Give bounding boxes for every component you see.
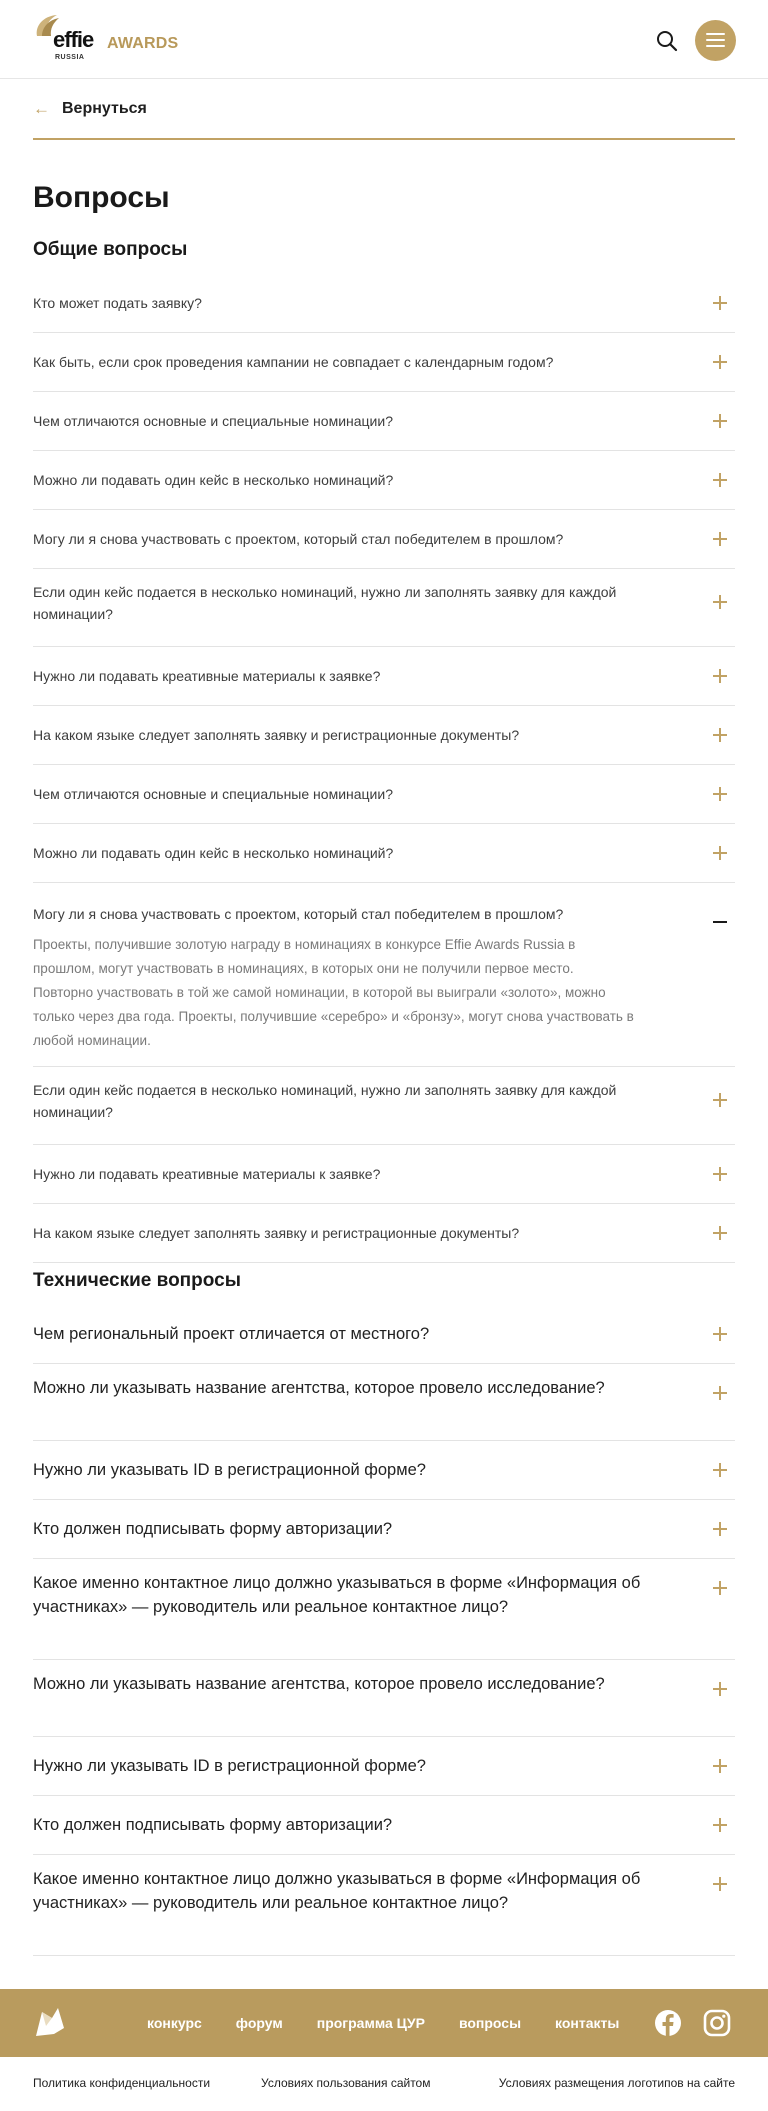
faq-item[interactable] bbox=[33, 1500, 735, 1559]
plus-icon[interactable] bbox=[713, 1682, 727, 1696]
faq-answer: Проекты, получившие золотую награду в номинациях в конкурсе Effie Awards Russia в прошлом, могут участвовать в номинациях, в которых они не получили первое место. Повторно участвовать в той же самой номинации, в которой вы выиграли «золото», можно только через два года. Проекты, получившие «серебро» и «бронзу», могут снова участвовать в любой номинации. bbox=[33, 937, 634, 1048]
footer-link-questions[interactable]: вопросы bbox=[458, 2015, 522, 2031]
faq-item[interactable] bbox=[33, 1067, 735, 1145]
plus-icon[interactable] bbox=[713, 1522, 727, 1536]
plus-icon[interactable] bbox=[713, 414, 727, 428]
faq-item[interactable] bbox=[33, 883, 735, 1067]
plus-icon[interactable] bbox=[713, 669, 727, 683]
faq-item[interactable] bbox=[33, 1145, 735, 1204]
plus-icon[interactable] bbox=[713, 1759, 727, 1773]
faq-question: На каком языке следует заполнять заявку и регистрационные документы? bbox=[33, 727, 520, 743]
site-footer bbox=[0, 1989, 768, 2057]
faq-item[interactable] bbox=[33, 392, 735, 451]
logo-awards-text: AWARDS bbox=[107, 35, 179, 52]
footer-link-contest[interactable]: конкурс bbox=[147, 2015, 202, 2031]
search-icon[interactable] bbox=[654, 28, 680, 54]
plus-icon[interactable] bbox=[713, 1386, 727, 1400]
back-link[interactable] bbox=[33, 99, 735, 140]
plus-icon[interactable] bbox=[713, 1818, 727, 1832]
plus-icon[interactable] bbox=[713, 355, 727, 369]
general-faq-list bbox=[33, 274, 735, 1263]
legal-links bbox=[33, 2074, 735, 2094]
footer-nav bbox=[147, 1989, 653, 2057]
arrow-left-icon: ← bbox=[33, 99, 50, 118]
plus-icon[interactable] bbox=[713, 1327, 727, 1341]
plus-icon[interactable] bbox=[713, 1093, 727, 1107]
plus-icon[interactable] bbox=[713, 846, 727, 860]
faq-question: Кто должен подписывать форму авторизации? bbox=[33, 1816, 393, 1834]
faq-question: Чем региональный проект отличается от местного? bbox=[33, 1325, 430, 1343]
faq-item[interactable] bbox=[33, 765, 735, 824]
faq-question: На каком языке следует заполнять заявку и регистрационные документы? bbox=[33, 1225, 520, 1241]
faq-question: Какое именно контактное лицо должно указываться в форме «Информация об участниках» — руководитель или реальное контактное лицо? bbox=[33, 1870, 641, 1912]
plus-icon[interactable] bbox=[713, 1167, 727, 1181]
facebook-icon[interactable] bbox=[654, 2009, 682, 2037]
faq-question: Нужно ли подавать креативные материалы к заявке? bbox=[33, 668, 381, 684]
faq-item[interactable] bbox=[33, 1660, 735, 1737]
faq-item[interactable] bbox=[33, 1441, 735, 1500]
faq-question: Могу ли я снова участвовать с проектом, который стал победителем в прошлом? bbox=[33, 906, 564, 922]
section-title-technical: Технические вопросы bbox=[33, 1270, 241, 1291]
plus-icon[interactable] bbox=[713, 1463, 727, 1477]
effie-footer-logo-icon[interactable] bbox=[32, 2006, 68, 2040]
faq-item[interactable] bbox=[33, 1796, 735, 1855]
privacy-policy-link[interactable]: Политика конфиденциальности bbox=[33, 2076, 211, 2090]
plus-icon[interactable] bbox=[713, 1581, 727, 1595]
faq-question: Нужно ли указывать ID в регистрационной форме? bbox=[33, 1461, 426, 1479]
footer-link-forum[interactable]: форум bbox=[235, 2015, 283, 2031]
hamburger-line bbox=[706, 39, 725, 41]
faq-item[interactable] bbox=[33, 510, 735, 569]
faq-question: Кто должен подписывать форму авторизации? bbox=[33, 1520, 393, 1538]
terms-of-use-link[interactable]: Условиях пользования сайтом bbox=[261, 2076, 431, 2090]
faq-item[interactable] bbox=[33, 647, 735, 706]
faq-question: Кто может подать заявку? bbox=[33, 295, 202, 311]
faq-question: Какое именно контактное лицо должно указываться в форме «Информация об участниках» — руководитель или реальное контактное лицо? bbox=[33, 1574, 641, 1616]
faq-question: Нужно ли указывать ID в регистрационной форме? bbox=[33, 1757, 426, 1775]
plus-icon[interactable] bbox=[713, 473, 727, 487]
faq-question: Можно ли указывать название агентства, которое провело исследование? bbox=[33, 1675, 605, 1693]
faq-item[interactable] bbox=[33, 706, 735, 765]
hamburger-line bbox=[706, 45, 725, 47]
faq-question: Если один кейс подается в несколько номинаций, нужно ли заполнять заявку для каждой номинации? bbox=[33, 1082, 617, 1120]
page-title: Вопросы bbox=[33, 181, 170, 214]
faq-item[interactable] bbox=[33, 1364, 735, 1441]
plus-icon[interactable] bbox=[713, 595, 727, 609]
plus-icon[interactable] bbox=[713, 787, 727, 801]
faq-item[interactable] bbox=[33, 1559, 735, 1660]
faq-item[interactable] bbox=[33, 824, 735, 883]
technical-faq-list bbox=[33, 1305, 735, 1956]
faq-item[interactable] bbox=[33, 333, 735, 392]
faq-item[interactable] bbox=[33, 451, 735, 510]
faq-item[interactable] bbox=[33, 1305, 735, 1364]
faq-question: Чем отличаются основные и специальные номинации? bbox=[33, 413, 393, 429]
faq-item[interactable] bbox=[33, 569, 735, 647]
site-header bbox=[0, 0, 768, 79]
faq-question: Можно ли подавать один кейс в несколько номинаций? bbox=[33, 845, 394, 861]
footer-link-sdg-program[interactable]: программа ЦУР bbox=[316, 2015, 425, 2031]
section-title-general: Общие вопросы bbox=[33, 239, 188, 260]
faq-item[interactable] bbox=[33, 1204, 735, 1263]
logo-brand-text: effie bbox=[53, 27, 94, 52]
back-label: Вернуться bbox=[62, 100, 147, 117]
faq-question: Чем отличаются основные и специальные номинации? bbox=[33, 786, 393, 802]
plus-icon[interactable] bbox=[713, 728, 727, 742]
faq-question: Нужно ли подавать креативные материалы к заявке? bbox=[33, 1166, 381, 1182]
logo-placement-terms-link[interactable]: Условиях размещения логотипов на сайте bbox=[498, 2076, 735, 2090]
effie-awards-logo[interactable] bbox=[33, 14, 179, 62]
plus-icon[interactable] bbox=[713, 1877, 727, 1891]
minus-icon[interactable] bbox=[713, 915, 727, 929]
footer-link-contacts[interactable]: контакты bbox=[555, 2015, 620, 2031]
faq-question: Можно ли указывать название агентства, которое провело исследование? bbox=[33, 1379, 605, 1397]
faq-item[interactable] bbox=[33, 274, 735, 333]
faq-item[interactable] bbox=[33, 1737, 735, 1796]
faq-item[interactable] bbox=[33, 1855, 735, 1956]
faq-question: Как быть, если срок проведения кампании не совпадает с календарным годом? bbox=[33, 354, 554, 370]
plus-icon[interactable] bbox=[713, 1226, 727, 1240]
faq-question: Можно ли подавать один кейс в несколько номинаций? bbox=[33, 472, 394, 488]
instagram-icon[interactable] bbox=[703, 2009, 731, 2037]
faq-question: Могу ли я снова участвовать с проектом, который стал победителем в прошлом? bbox=[33, 531, 564, 547]
menu-button[interactable] bbox=[695, 20, 736, 61]
plus-icon[interactable] bbox=[713, 532, 727, 546]
faq-question: Если один кейс подается в несколько номинаций, нужно ли заполнять заявку для каждой номинации? bbox=[33, 584, 617, 622]
plus-icon[interactable] bbox=[713, 296, 727, 310]
logo-country-text: RUSSIA bbox=[55, 54, 85, 61]
hamburger-icon bbox=[706, 33, 725, 35]
